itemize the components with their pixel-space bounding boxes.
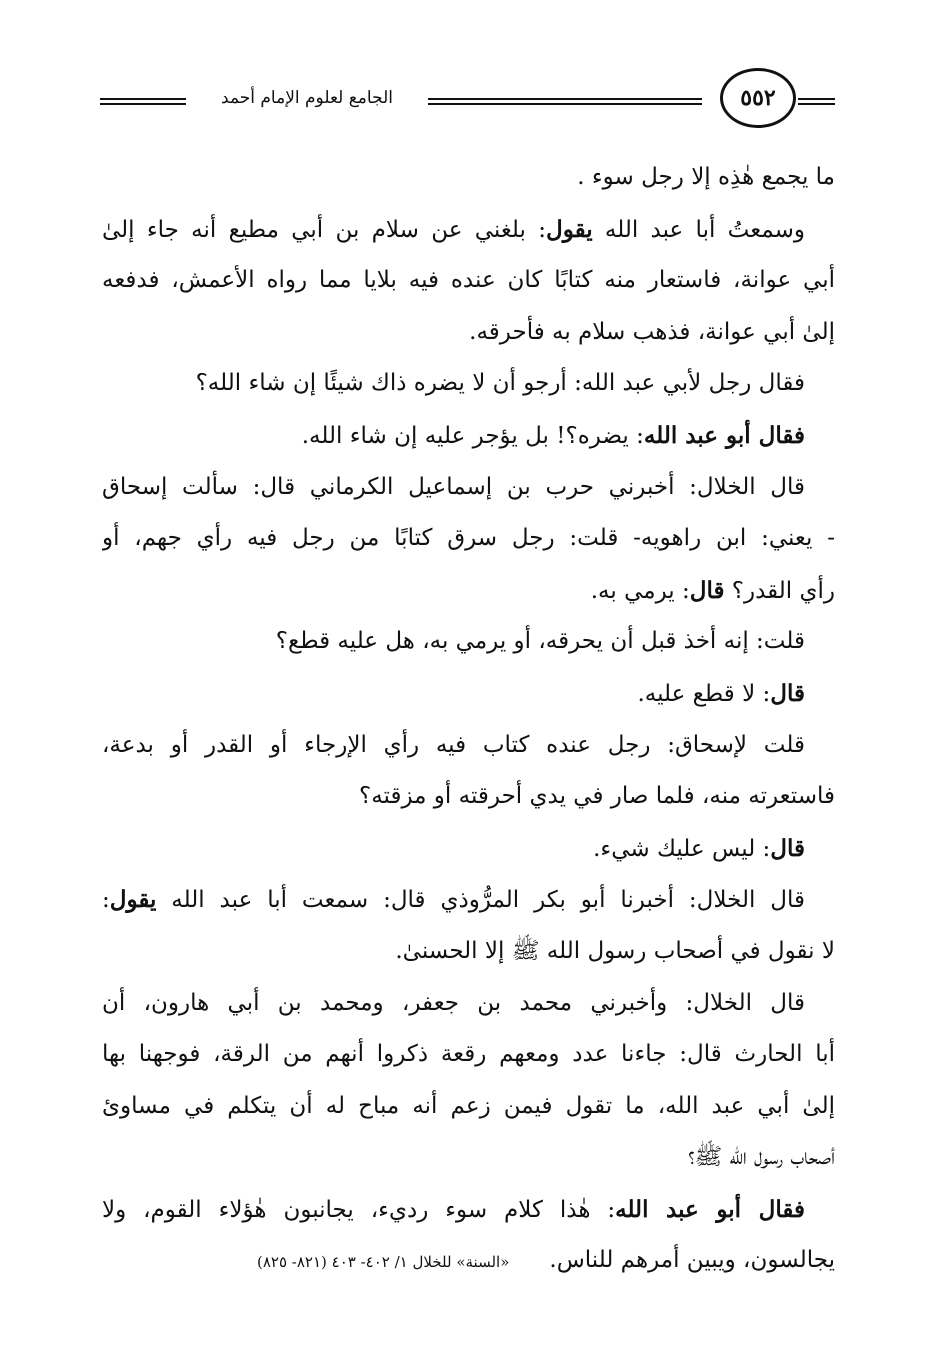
page-body xyxy=(102,152,835,1287)
text-line: قلت لإسحاق: رجل عنده كتاب فيه رأي الإرجاء أو القدر أو بدعة، xyxy=(102,731,805,758)
text-line: قال الخلال: أخبرنا أبو بكر المرُّوذي قال: سمعت أبا عبد الله يقول: xyxy=(102,886,805,914)
text-line: فقال رجل لأبي عبد الله: أرجو أن لا يضره ذاك شيئًا إن شاء الله؟ xyxy=(195,370,805,397)
text-line: أصحاب رسول الله ﷺ؟ xyxy=(688,1144,835,1171)
source-citation: «السنة» للخلال ١/ ٤٠٢- ٤٠٣ (٨٢١- ٨٢٥) xyxy=(256,1253,510,1272)
text-line: إلىٰ أبي عبد الله، ما تقول فيمن زعم أنه مباح له أن يتكلم في مساوئ xyxy=(102,1092,835,1119)
page-number: ٥٥٢ xyxy=(720,68,796,128)
text-line: لا نقول في أصحاب رسول الله ﷺ إلا الحسنىٰ. xyxy=(395,937,835,964)
page-header xyxy=(100,60,835,140)
text-line: فاستعرته منه، فلما صار في يدي أحرقته أو مزقته؟ xyxy=(359,783,835,810)
header-rule-right xyxy=(798,98,835,100)
text-line: فقال أبو عبد الله: يضره؟! بل يؤجر عليه إن شاء الله. xyxy=(301,421,805,449)
text-line: فقال أبو عبد الله: هٰذا كلام سوء رديء، يجانبون هٰؤلاء القوم، ولا xyxy=(102,1195,805,1223)
text-line: قال: لا قطع عليه. xyxy=(637,679,805,707)
text-line: قال الخلال: أخبرني حرب بن إسماعيل الكرماني قال: سألت إسحاق xyxy=(102,473,805,500)
text-line: يجالسون، ويبين أمرهم للناس.«السنة» للخلال ١/ ٤٠٢- ٤٠٣ (٨٢١- ٨٢٥) xyxy=(256,1247,835,1274)
text-line: قال: ليس عليك شيء. xyxy=(593,834,805,862)
text-line: - يعني: ابن راهويه- قلت: رجل سرق كتابًا من رجل فيه رأي جهم، أو xyxy=(102,525,835,552)
text-line: قال الخلال: وأخبرني محمد بن جعفر، ومحمد بن أبي هارون، أن xyxy=(102,989,805,1016)
text-line: أبا الحارث قال: جاءنا عدد ومعهم رقعة ذكروا أنهم من الرقة، فوجهنا بها xyxy=(102,1041,835,1068)
text-line: وسمعتُ أبا عبد الله يقول: بلغني عن سلام بن أبي مطيع أنه جاء إلىٰ xyxy=(102,215,805,243)
text-line: إلىٰ أبي عوانة، فذهب سلام به فأحرقه. xyxy=(469,318,835,345)
book-title: الجامع لعلوم الإمام أحمد xyxy=(186,82,428,114)
text-line: رأي القدر؟ قال: يرمي به. xyxy=(590,576,835,604)
text-line: أبي عوانة، فاستعار منه كتابًا كان عنده فيه بلايا مما رواه الأعمش، فدفعه xyxy=(102,267,835,294)
text-line: قلت: إنه أخذ قبل أن يحرقه، أو يرمي به، هل عليه قطع؟ xyxy=(275,628,805,655)
text-line: ما يجمع هٰذِه إلا رجل سوء . xyxy=(577,164,835,190)
